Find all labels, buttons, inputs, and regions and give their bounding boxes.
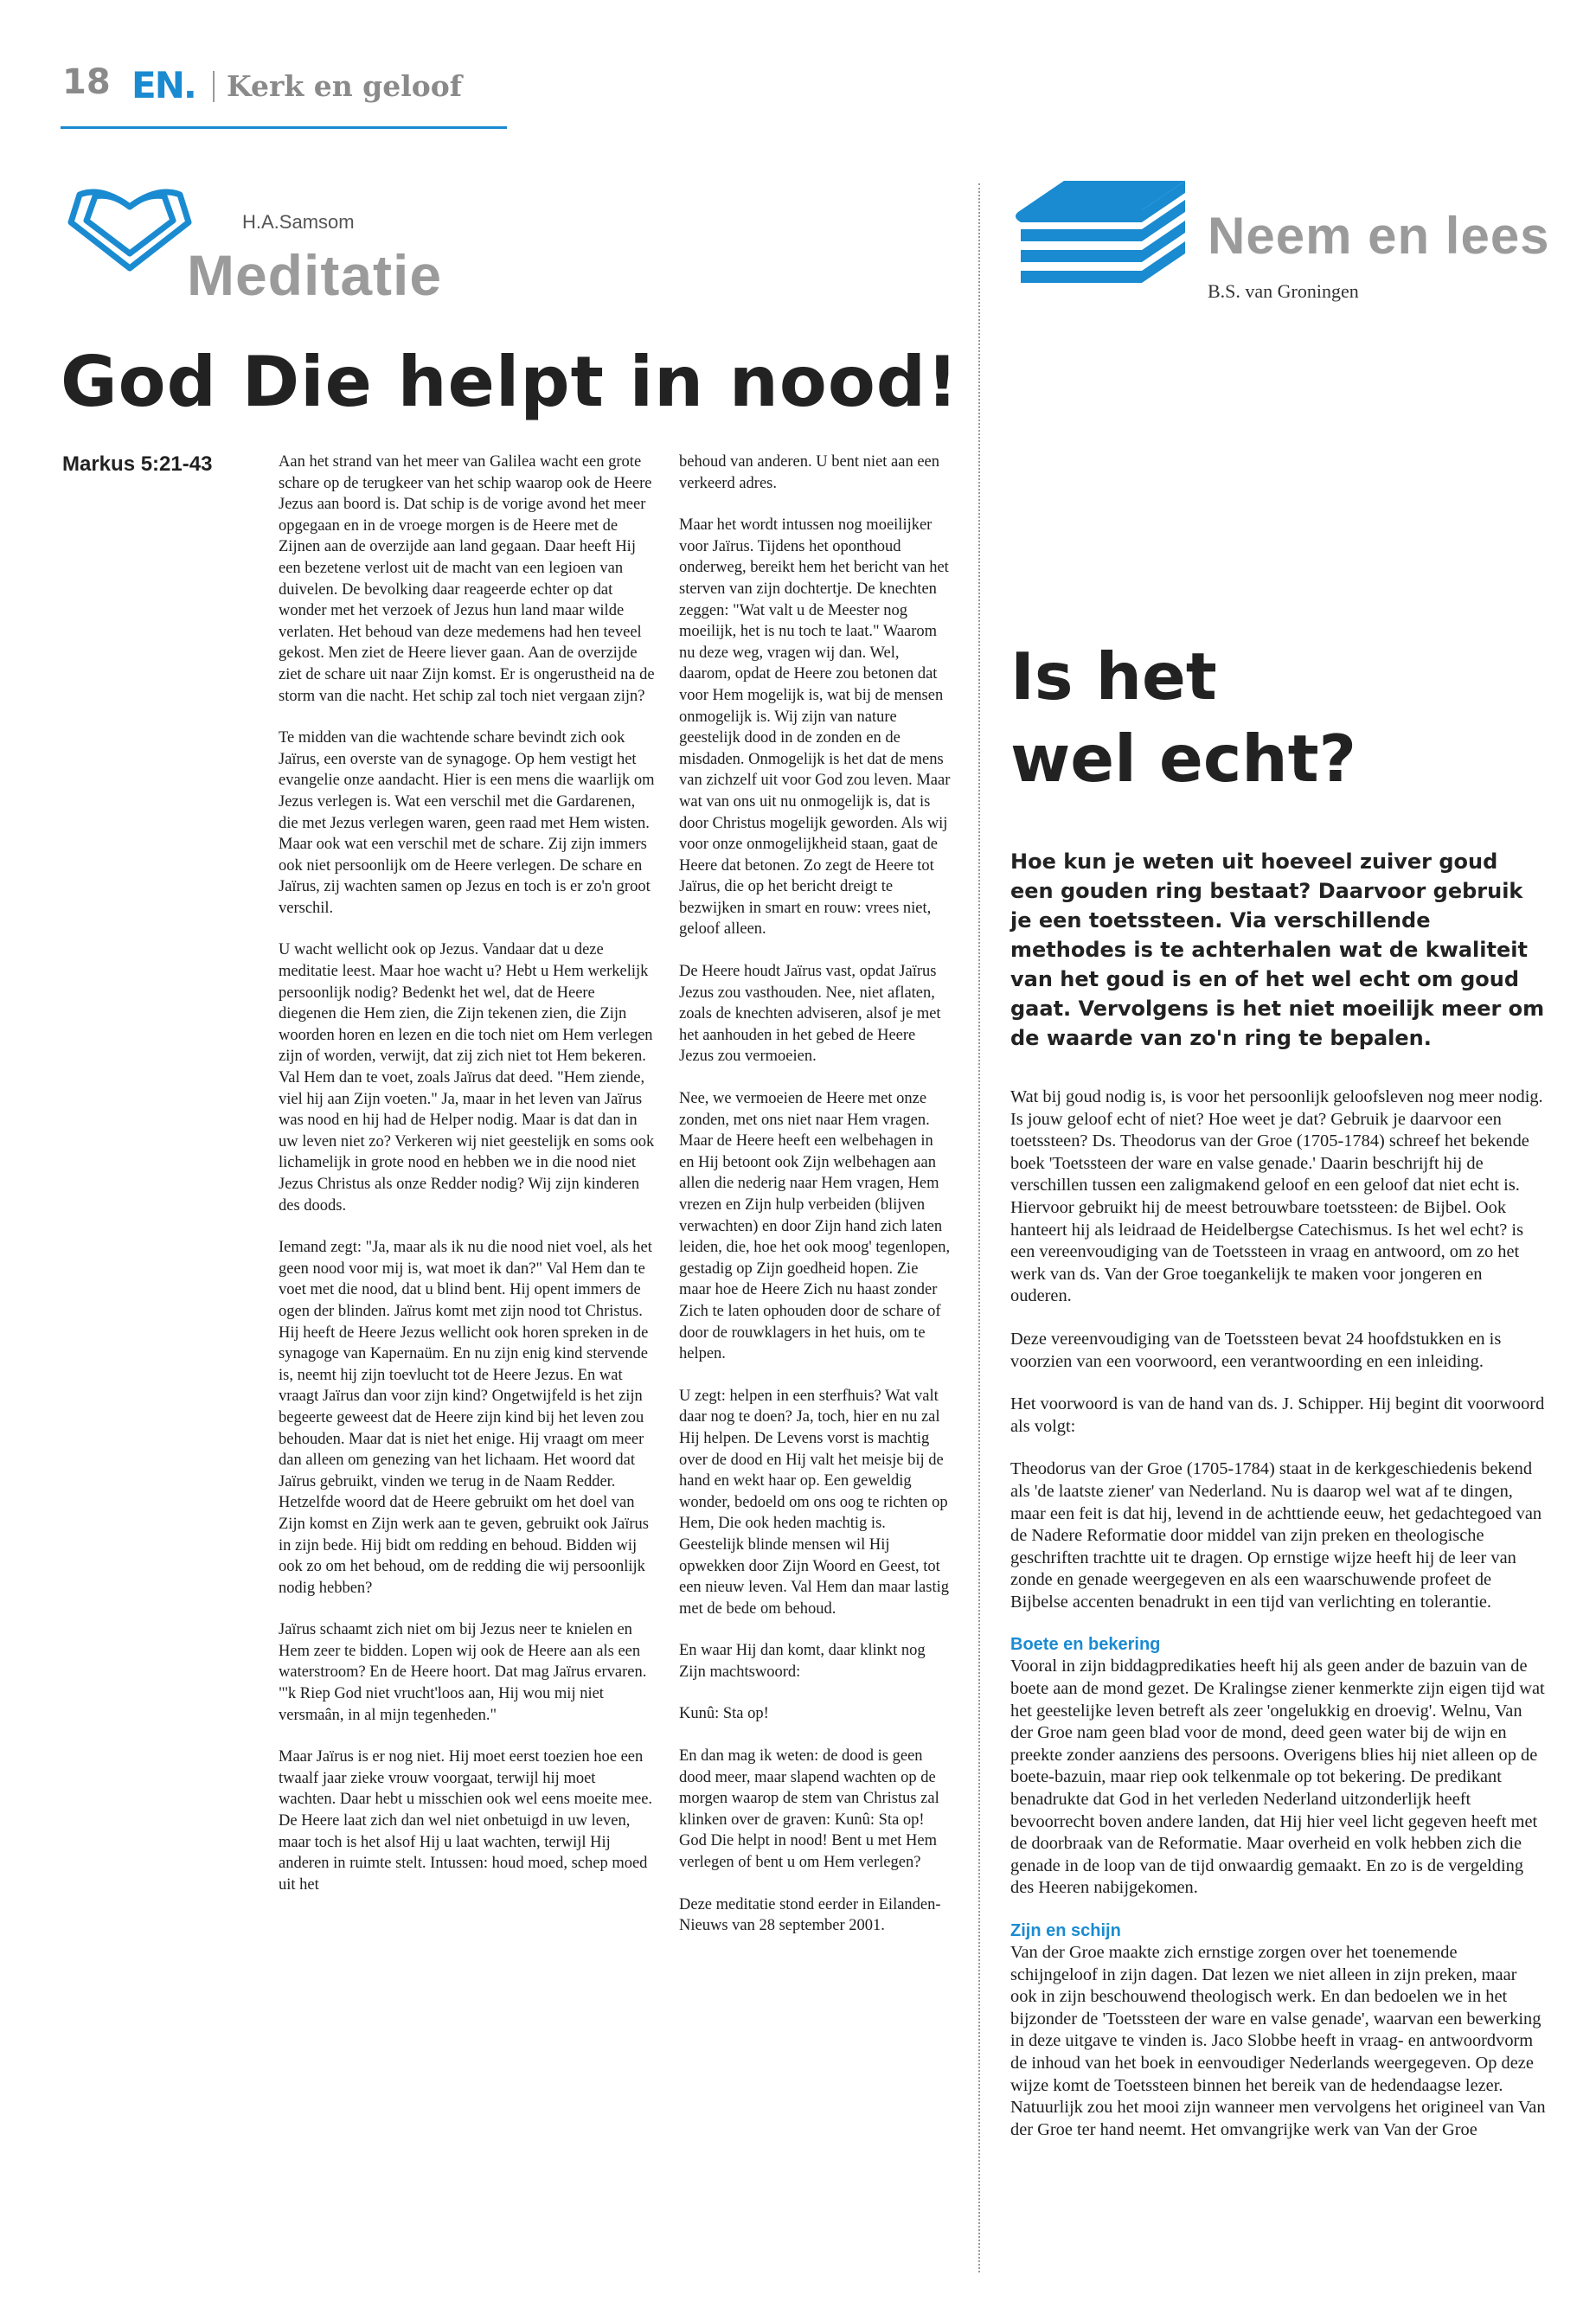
paragraph: Iemand zegt: "Ja, maar als ik nu die nood niet voel, als het geen nood voor mij is, wat moet ik dan?" Val Hem dan te voet met die nood, dat u blind bent. Hij opent immers de ogen der blinden. Jaïrus komt met zijn nood tot Christus. Hij heeft de Heere Jezus wellicht ook horen spreken in de synagoge van Kapernaüm. En nu zijn enig kind stervende is, neemt hij zijn toevlucht tot de Heere Jezus. En wat vraagt Jaïrus dan voor zijn kind? Ongetwijfeld is het zijn begeerte geweest dat de Heere zijn kind bij het leven zou behouden. Maar dat is niet het enige. Hij vraagt om meer dan alleen om genezing van het lichaam. Het woord dat Jaïrus gebruikt, vinden we terug in de Naam Redder. Hetzelfde woord dat de Heere gebruikt om het doel van Zijn komst en Zijn werk aan te geven, gebruikt ook Jaïrus in zijn bede. Hij bidt om redding en behoud. Bidden wij ook zo om het behoud, om de redding die wij persoonlijk nodig hebben? — [279, 1239, 652, 1597]
meditation-author: H.A.Samsom — [242, 211, 355, 233]
meditation-category: Meditatie — [187, 243, 443, 307]
review-title — [1010, 636, 1356, 800]
paragraph: Wat bij goud nodig is, is voor het persoonlijk geloofsleven nog meer nodig. Is jouw geloof echt of niet? Hoe weet je dat? Gebruik je daarvoor een toetssteen? Ds. Theodorus van der Groe (1705-1784) schreef het bekende boek 'Toetssteen der ware en valse genade.' Daarin beschrijft hij de verschillen tussen een zaligmakend geloof en een geloof dat niet echt is. Hiervoor gebruikt hij de meest betrouwbare toetssteen: de Bijbel. Ook hanteert hij als leidraad de Heidelbergse Catechismus. Is het wel echt? is een vereenvoudiging van de Toetssteen in vraag en antwoord, om zo het werk van ds. Van der Groe toegankelijk te maken voor jongeren en ouderen. — [1010, 1087, 1543, 1306]
paragraph: behoud van anderen. U bent niet aan een verkeerd adres. — [679, 453, 940, 492]
paragraph: Theodorus van der Groe (1705-1784) staat in de kerkgeschiedenis bekend als 'de laatste ziener' van Nederland. Nu is daarop wel wat af te dingen, maar een feit is dat hij, levend in de achttiende eeuw, het gedachtegoed van de Nadere Reformatie door middel van zijn preken en theologische geschriften trachtte uit te dragen. Op ernstige wijze heeft hij de leer van zonde en genade weergegeven en als een waarschuwende profeet de Bijbelse accenten benadrukt in een tijd van verlichting en tolerantie. — [1010, 1459, 1542, 1612]
paragraph: En waar Hij dan komt, daar klinkt nog Zijn machtswoord: — [679, 1642, 926, 1681]
review-body — [1010, 1086, 1547, 2162]
heart-book-icon — [61, 177, 199, 277]
header-rule — [61, 126, 507, 129]
review-title-line-1: Is het — [1010, 638, 1217, 715]
section-label: Kerk en geloof — [227, 69, 462, 103]
paragraph: Jaïrus schaamt zich niet om bij Jezus neer te knielen en Hem zeer te bidden. Lopen wij ook de Heere aan als een waterstroom? En de Heere hoort. Dat mag Jaïrus ervaren. "'k Riep God niet vrucht'loos aan, Hij wou mij niet versmaân, in al mijn tegenheden." — [279, 1621, 647, 1724]
meditation-title: God Die helpt in nood! — [61, 342, 959, 422]
source-note: Deze meditatie stond eerder in Eilanden-Nieuws van 28 september 2001. — [679, 1895, 941, 1935]
meditation-column-2 — [679, 452, 952, 1958]
review-title-line-2: wel echt? — [1010, 721, 1357, 797]
review-category: Neem en lees — [1208, 207, 1550, 265]
page-number: 18 — [62, 62, 111, 102]
paragraph: Deze vereenvoudiging van de Toetssteen bevat 24 hoofdstukken en is voorzien van een voorwoord, een verantwoording en een inleiding. — [1010, 1329, 1502, 1371]
paragraph: Kunû: Sta op! — [679, 1705, 769, 1723]
review-author: B.S. van Groningen — [1208, 280, 1359, 302]
paragraph: U zegt: helpen in een sterfhuis? Wat valt daar nog te doen? Ja, toch, hier en nu zal Hij helpen. De Levens vorst is machtig over de dood en Hij valt het meisje bij de hand en wekt haar op. Een geweldig wonder, bedoeld om ons oog te richten op Hem, Die ook heden machtig is. Geestelijk blinde mensen wil Hij opwekken door Zijn Woord en Geest, tot een nieuw leven. Val Hem dan maar lastig met de bede om behoud. — [679, 1387, 949, 1618]
paragraph: Vooral in zijn biddagpredikaties heeft hij als geen ander de bazuin van de boete aan de mond gezet. De Kralingse ziener kenmerkte zijn eigen tijd wat het geestelijke leven betreft als zeer 'ongelukkig en droevig'. Welnu, Van der Groe nam geen blad voor de mond, deed geen water bij de wijn en preekte zonder aanziens des persoons. Overigens blies hij niet alleen op de boete-bazuin, maar riep ook telkenmale op tot bekering. De predikant benadrukte dat God in het verleden Nederland uitzonderlijk heeft bevoorrecht boven andere landen, dat Hij hier veel licht gegeven heeft met de doorbraak van de Reformatie. Maar overheid en volk hebben zich die genade in de loop van de tijd onwaardig gemaakt. En zo is de vergelding des Heeren nabijgekomen. — [1010, 1657, 1545, 1898]
paragraph: Maar het wordt intussen nog moeilijker voor Jaïrus. Tijdens het oponthoud onderweg, bereikt hem het bericht van het sterven van zijn dochtertje. De knechten zeggen: "Wat valt u de Meester nog moeilijk, het is nu toch te laat." Waarom nu deze weg, vragen wij dan. Wel, daarom, opdat de Heere zou betonen dat voor Hem mogelijk is, wat bij de mensen onmogelijk is. Wij zijn van nature geestelijk dood in de zonden en de misdaden. Onmogelijk is het dat de mens van zichzelf uit voor God zou leven. Maar wat van ons uit nu onmogelijk is, dat is door Christus mogelijk geworden. Als wij voor onze onmogelijkheid staan, gaat de Heere dat betonen. Zo zegt de Heere tot Jaïrus, die op het bericht dreigt te bezwijken in smart en rouw: vrees niet, geloof alleen. — [679, 516, 951, 939]
paragraph: Aan het strand van het meer van Galilea wacht een grote schare op de terugkeer van het schip waarop ook de Heere Jezus aan boord is. Dat schip is de vorige avond het meer opgegaan en in de vroege morgen is de Heere met de Zijnen aan de overzijde aan land gegaan. Daar heeft Hij een bezetene verlost uit de macht van een legioen van duivelen. De bevolking daar reageerde echter op dat wonder met het verzoek of Jezus hun land maar wilde verlaten. Het behoud van deze medemens had hen teveel gekost. Men ziet de Heere liever gaan. Aan de overzijde ziet de schare uit naar Zijn komst. Er is ongerustheid na de storm van die nacht. Het schip zal toch niet vergaan zijn? — [279, 453, 655, 705]
header-divider — [213, 71, 215, 102]
paragraph: En dan mag ik weten: de dood is geen dood meer, maar slapend wachten op de morgen waarop de stem van Christus zal klinken over de graven: Kunû: Sta op! God Die helpt in nood! Bent u met Hem verlegen of bent u om Hem verlegen? — [679, 1747, 939, 1872]
books-icon — [1003, 177, 1195, 307]
subheading-zijn-en-schijn: Zijn en schijn — [1010, 1921, 1121, 1940]
paragraph: U wacht wellicht ook op Jezus. Vandaar dat u deze meditatie leest. Maar hoe wacht u? Hebt u Hem werkelijk persoonlijk nodig? Bedenkt het wel, dat de Heere diegenen die Hem zien, die Zijn tekenen zien, die Zijn woorden horen en lezen en die toch niet om Hem verlegen zijn of worden, verwijt, dat zij zich niet tot Hem bekeren. Val Hem dan te voet, zoals Jaïrus dat deed. "Hem ziende, viel hij aan Zijn voeten." Ja, maar in het leven van Jaïrus was nood en hij had de Helper nodig. Maar is dat dan in uw leven niet zo? Verkeren wij niet geestelijk en soms ook lichamelijk in grote nood en hebben we in die nood niet Jezus Christus als onze Redder nodig? Wij zijn kinderen des doods. — [279, 941, 655, 1215]
brand-logo: EN. — [131, 64, 195, 106]
review-intro: Hoe kun je weten uit hoeveel zuiver goud een gouden ring bestaat? Daarvoor gebruik je een toetssteen. Via verschillende methodes is te achterhalen wat de kwaliteit van het goud is en of het wel echt om goud gaat. Vervolgens is het niet moeilijk meer om de waarde van zo'n ring te bepalen. — [1010, 849, 1545, 1050]
column-divider — [978, 183, 980, 2272]
meditation-column-1 — [279, 452, 655, 1916]
paragraph: Maar Jaïrus is er nog niet. Hij moet eerst toezien hoe een twaalf jaar zieke vrouw voorgaat, terwijl hij moet wachten. Daar hebt u misschien ook wel eens moeite mee. De Heere laat zich dan wel niet onbetuigd in uw leven, maar toch is het alsof Hij u laat wachten, terwijl Hij anderen in ruimte stelt. Intussen: houd moed, schep moed uit het — [279, 1748, 653, 1894]
scripture-reference: Markus 5:21-43 — [62, 452, 213, 476]
paragraph: Van der Groe maakte zich ernstige zorgen over het toenemende schijngeloof in zijn dagen. Dat lezen we niet alleen in zijn preken, maar ook in zijn beschouwend theologisch werk. En dan bedoelen we in het bijzonder de 'Toetssteen der ware en valse genade', waarvan een bewerking in deze uitgave te vinden is. Jaco Slobbe heeft in vraag- en antwoordvorm de inhoud van het boek in eenvoudiger Nederlands weergegeven. Op deze wijze komt de Toetssteen binnen het bereik van de hedendaagse lezer. Natuurlijk zou het mooi zijn wanneer men vervolgens het origineel van Van der Groe ter hand neemt. Het omvangrijke werk van Van der Groe — [1010, 1943, 1546, 2139]
paragraph: Het voorwoord is van de hand van ds. J. Schipper. Hij begint dit voorwoord als volgt: — [1010, 1394, 1545, 1436]
paragraph: Te midden van die wachtende schare bevindt zich ook Jaïrus, een overste van de synagoge. Op hem vestigt het evangelie onze aandacht. Hier is een mens die waarlijk om Jezus verlegen is. Wat een verschil met die Gardarenen, die met Jezus verlegen waren, geen raad met Hem wisten. Maar ook wat een verschil met de schare. Zij zijn immers ook niet persoonlijk om de Heere verlegen. De schare en Jaïrus, zij wachten samen op Jezus en toch is er zo'n groot verschil. — [279, 729, 655, 917]
subheading-boete-en-bekering: Boete en bekering — [1010, 1635, 1161, 1655]
paragraph: Nee, we vermoeien de Heere met onze zonden, met ons niet naar Hem vragen. Maar de Heere heeft een welbehagen in en Hij betoont ook Zijn welbehagen aan allen die nederig naar Hem vragen, Hem vrezen en Zijn hulp verbeiden (blijven verwachten) en door Zijn hand zich laten leiden, die, hoe het ook moog' tegenlopen, gestadig op Zijn goedheid hopen. Zie maar hoe de Heere Zich nu haast zonder Zich te laten ophouden door de schare of door de rouwklagers in het huis, om te helpen. — [679, 1090, 951, 1363]
paragraph: De Heere houdt Jaïrus vast, opdat Jaïrus Jezus zou vasthouden. Nee, niet aflaten, zoals de knechten adviseren, alsof je met het aanhouden in het gebed de Heere Jezus zou vermoeien. — [679, 963, 941, 1066]
